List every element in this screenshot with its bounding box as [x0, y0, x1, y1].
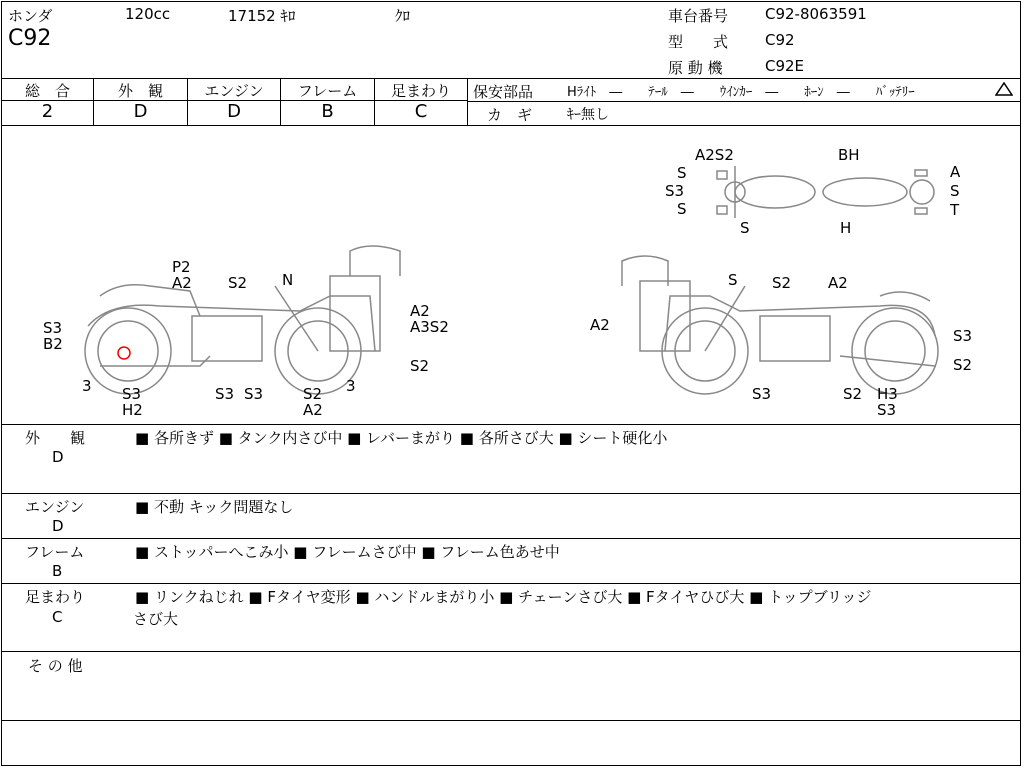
- diagram-label: A3S2: [410, 318, 449, 336]
- comment-label-suspension: 足まわり: [25, 588, 86, 606]
- suspension-grade-label: 足まわり: [390, 82, 451, 100]
- diagram-label: H3: [877, 385, 898, 403]
- diagram-label: H: [840, 219, 852, 237]
- comment-text-exterior: ■ 各所きず ■ タンク内さび中 ■ レバーまがり ■ 各所さび大 ■ シート硬化小: [135, 429, 668, 447]
- exterior-label: 外 観: [117, 82, 163, 100]
- safety-label: 保安部品: [473, 83, 534, 101]
- engine-value: C92E: [765, 57, 805, 75]
- divider: [1, 78, 1021, 79]
- comment-label-other: そ の 他: [28, 657, 83, 675]
- engine-grade-value: D: [227, 101, 241, 122]
- diagram-label: N: [282, 271, 294, 289]
- diagram-label: S3: [244, 385, 264, 403]
- type-label: 型 式: [668, 33, 729, 51]
- comment-label-engine: エンジン: [25, 498, 85, 516]
- comment-label-exterior: 外 観: [25, 429, 86, 447]
- type-value: C92: [765, 31, 795, 49]
- divider: [1, 538, 1021, 539]
- diagram-label: S2: [303, 385, 323, 403]
- diagram-label: S2: [228, 274, 248, 292]
- diagram-label: S2: [953, 356, 973, 374]
- divider: [1, 493, 1021, 494]
- damage-diagram: [0, 126, 1022, 424]
- diagram-label: 3: [346, 377, 356, 395]
- diagram-label: T: [950, 201, 960, 219]
- model-name: C92: [8, 26, 52, 51]
- diagram-label: P2: [172, 258, 191, 276]
- frame-grade-label: フレーム: [297, 82, 358, 100]
- diagram-label: S: [740, 219, 750, 237]
- mileage: 17152 ｷﾛ: [228, 7, 296, 25]
- top-view-bike: [717, 166, 934, 218]
- divider: [1, 424, 1021, 425]
- diagram-label: S3: [752, 385, 772, 403]
- diagram-label: S2: [410, 357, 430, 375]
- overall-label: 総 合: [24, 82, 70, 100]
- diagram-label: H2: [122, 401, 143, 419]
- diagram-label: S: [728, 271, 738, 289]
- diagram-label: B2: [43, 335, 63, 353]
- diagram-label: S: [677, 164, 687, 182]
- damage-mark: [118, 347, 130, 359]
- left-view-bike: [85, 246, 400, 394]
- divider: [1, 720, 1021, 721]
- comment-text-frame: ■ ストッパーへこみ小 ■ フレームさび中 ■ フレーム色あせ中: [135, 543, 560, 561]
- diagram-label: A2: [590, 316, 610, 334]
- diagram-label: S3: [43, 319, 63, 337]
- key-label: カ ギ: [487, 106, 533, 124]
- diagram-label: A: [950, 163, 961, 181]
- suspension-grade-value: C: [414, 101, 428, 122]
- comment-text-suspension: ■ リンクねじれ ■ Fタイヤ変形 ■ ハンドルまがり小 ■ チェーンさび大 ■ Fタイヤひび大 ■ トップブリッジ: [135, 588, 872, 606]
- engine-grade-label: エンジン: [204, 82, 264, 100]
- displacement: 120cc: [125, 5, 171, 23]
- engine-label: 原 動 機: [668, 59, 723, 77]
- comment-grade-engine: D: [52, 517, 64, 535]
- diagram-label: S2: [843, 385, 863, 403]
- overall-value: 2: [41, 101, 54, 122]
- diagram-label: A2: [303, 401, 323, 419]
- triangle-icon: [995, 82, 1013, 100]
- frame-grade-value: B: [321, 101, 334, 122]
- diagram-label: S2: [772, 274, 792, 292]
- diagram-label: 3: [82, 377, 92, 395]
- diagram-label: A2: [410, 302, 430, 320]
- diagram-label: A2: [172, 274, 192, 292]
- comment-text-engine: ■ 不動 キック問題なし: [135, 498, 294, 516]
- chassis-value: C92-8063591: [765, 5, 867, 23]
- divider: [467, 101, 1021, 102]
- diagram-label: S3: [953, 327, 973, 345]
- diagram-label: S3: [665, 182, 685, 200]
- diagram-label: S3: [122, 385, 142, 403]
- maker: ホンダ: [8, 7, 53, 25]
- diagram-label: S3: [877, 401, 897, 419]
- divider: [1, 583, 1021, 584]
- diagram-label: S3: [215, 385, 235, 403]
- comment-grade-frame: B: [52, 562, 63, 580]
- diagram-label: A2S2: [695, 146, 734, 164]
- comment-label-frame: フレーム: [25, 543, 85, 561]
- safety-items: Hﾗｲﾄ ― ﾃｰﾙ ― ｳｲﾝｶｰ ― ﾎｰﾝ ― ﾊﾞｯﾃﾘｰ: [567, 85, 915, 100]
- diagram-label: A2: [828, 274, 848, 292]
- diagram-label: S: [950, 182, 960, 200]
- diagram-label: S: [677, 200, 687, 218]
- comment-grade-exterior: D: [52, 448, 64, 466]
- divider: [1, 651, 1021, 652]
- color: ｸﾛ: [395, 7, 411, 25]
- diagram-label: BH: [838, 146, 860, 164]
- comment-text-suspension-2: さび大: [133, 610, 179, 628]
- comment-grade-suspension: C: [52, 608, 63, 626]
- exterior-value: D: [133, 101, 148, 122]
- key-value: ｷｰ無し: [567, 107, 609, 123]
- chassis-label: 車台番号: [668, 7, 729, 25]
